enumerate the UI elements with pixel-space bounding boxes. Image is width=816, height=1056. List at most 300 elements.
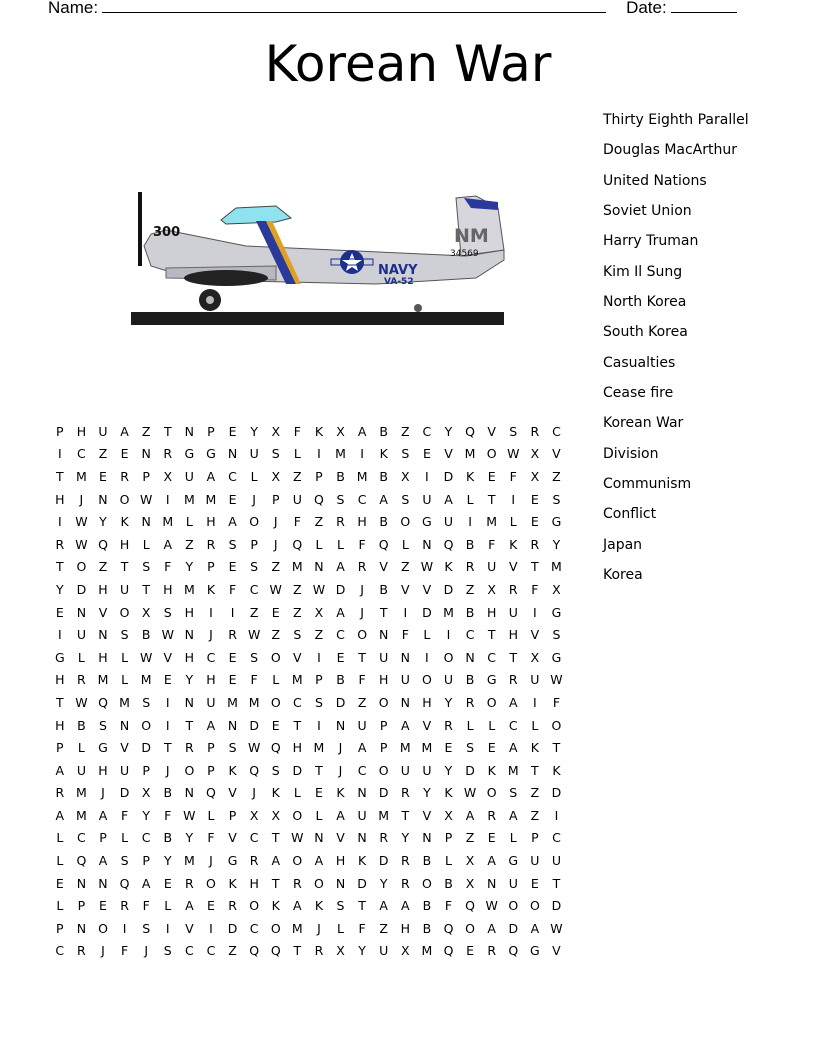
grid-letter[interactable]: V — [293, 649, 302, 665]
grid-letter[interactable]: X — [163, 468, 173, 484]
grid-letter[interactable]: S — [314, 694, 323, 710]
grid-letter[interactable]: N — [141, 446, 151, 462]
grid-letter[interactable]: Y — [444, 762, 453, 778]
grid-letter[interactable]: K — [509, 536, 518, 552]
grid-letter[interactable]: D — [422, 604, 432, 620]
grid-letter[interactable]: P — [207, 423, 215, 439]
grid-letter[interactable]: K — [465, 468, 475, 484]
grid-letter[interactable]: A — [336, 559, 345, 575]
grid-letter[interactable]: J — [252, 491, 256, 507]
grid-letter[interactable]: K — [552, 762, 561, 778]
grid-letter[interactable]: N — [314, 830, 324, 846]
grid-letter[interactable]: S — [509, 423, 518, 439]
grid-letter[interactable]: N — [400, 694, 410, 710]
grid-letter[interactable]: S — [509, 785, 518, 801]
grid-letter[interactable]: A — [141, 875, 151, 891]
grid-letter[interactable]: S — [466, 740, 475, 756]
grid-letter[interactable]: Q — [119, 875, 130, 891]
grid-letter[interactable]: C — [508, 717, 518, 733]
grid-letter[interactable]: U — [530, 672, 540, 688]
grid-letter[interactable]: R — [508, 581, 518, 597]
grid-letter[interactable]: M — [75, 468, 87, 484]
grid-letter[interactable]: I — [57, 446, 62, 462]
grid-letter[interactable]: B — [77, 717, 86, 733]
grid-letter[interactable]: O — [119, 604, 130, 620]
grid-letter[interactable]: L — [121, 830, 129, 846]
grid-letter[interactable]: N — [335, 875, 346, 891]
grid-letter[interactable]: J — [360, 581, 364, 597]
grid-letter[interactable]: S — [271, 446, 280, 462]
grid-letter[interactable]: X — [336, 943, 345, 959]
grid-letter[interactable]: A — [206, 468, 216, 484]
grid-letter[interactable]: S — [142, 920, 151, 936]
grid-letter[interactable]: R — [206, 536, 216, 552]
grid-letter[interactable]: K — [358, 853, 367, 869]
grid-letter[interactable]: Y — [99, 514, 107, 530]
grid-letter[interactable]: J — [101, 785, 105, 801]
grid-letter[interactable]: K — [206, 581, 216, 597]
grid-letter[interactable]: U — [400, 672, 410, 688]
grid-letter[interactable]: H — [98, 762, 108, 778]
grid-letter[interactable]: T — [487, 491, 496, 507]
grid-letter[interactable]: J — [338, 740, 343, 756]
grid-letter[interactable]: N — [227, 446, 238, 462]
grid-letter[interactable]: X — [552, 581, 561, 597]
grid-letter[interactable]: U — [422, 491, 432, 507]
grid-letter[interactable]: H — [55, 717, 65, 733]
grid-letter[interactable]: R — [400, 785, 410, 801]
grid-letter[interactable]: L — [466, 717, 474, 733]
grid-letter[interactable]: O — [249, 514, 260, 530]
grid-letter[interactable]: I — [209, 604, 213, 620]
grid-letter[interactable]: P — [379, 740, 388, 756]
grid-letter[interactable]: Q — [249, 943, 260, 959]
grid-letter[interactable]: C — [184, 943, 194, 959]
grid-letter[interactable]: Y — [185, 559, 194, 575]
grid-letter[interactable]: E — [228, 491, 237, 507]
grid-letter[interactable]: B — [465, 604, 475, 620]
grid-letter[interactable]: H — [184, 649, 195, 665]
grid-letter[interactable]: U — [400, 762, 410, 778]
grid-letter[interactable]: O — [443, 649, 454, 665]
grid-letter[interactable]: L — [509, 830, 517, 846]
grid-letter[interactable]: D — [335, 581, 346, 597]
grid-letter[interactable]: U — [292, 491, 302, 507]
grid-letter[interactable]: W — [183, 807, 196, 823]
grid-letter[interactable]: V — [422, 717, 432, 733]
grid-letter[interactable]: L — [315, 536, 323, 552]
grid-letter[interactable]: T — [401, 807, 410, 823]
grid-letter[interactable]: E — [99, 898, 107, 914]
grid-letter[interactable]: W — [139, 491, 153, 507]
grid-letter[interactable]: E — [228, 649, 237, 665]
grid-letter[interactable]: K — [314, 898, 324, 914]
grid-letter[interactable]: L — [272, 672, 280, 688]
grid-letter[interactable]: C — [77, 830, 86, 846]
grid-letter[interactable]: O — [465, 920, 475, 936]
grid-letter[interactable]: H — [249, 875, 259, 891]
grid-letter[interactable]: O — [98, 920, 108, 936]
grid-letter[interactable]: R — [185, 740, 194, 756]
grid-letter[interactable]: Q — [292, 536, 303, 552]
grid-letter[interactable]: R — [508, 672, 518, 688]
grid-letter[interactable]: B — [379, 514, 388, 530]
grid-letter[interactable]: N — [141, 514, 151, 530]
grid-letter[interactable]: T — [552, 740, 561, 756]
grid-letter[interactable]: B — [444, 875, 453, 891]
grid-letter[interactable]: R — [55, 536, 65, 552]
grid-letter[interactable]: S — [228, 740, 237, 756]
grid-letter[interactable]: R — [77, 943, 86, 959]
grid-letter[interactable]: C — [292, 694, 302, 710]
grid-letter[interactable]: T — [293, 943, 302, 959]
grid-letter[interactable]: K — [444, 785, 453, 801]
grid-letter[interactable]: I — [57, 514, 62, 530]
grid-letter[interactable]: L — [77, 649, 85, 665]
grid-letter[interactable]: B — [422, 920, 432, 936]
grid-letter[interactable]: E — [228, 559, 237, 575]
grid-letter[interactable]: J — [273, 514, 278, 530]
grid-letter[interactable]: Q — [465, 423, 475, 439]
grid-letter[interactable]: M — [75, 785, 87, 801]
grid-letter[interactable]: H — [486, 604, 497, 620]
grid-letter[interactable]: E — [530, 875, 539, 891]
grid-letter[interactable]: R — [487, 807, 497, 823]
grid-letter[interactable]: I — [511, 491, 516, 507]
grid-letter[interactable]: P — [56, 423, 64, 439]
grid-letter[interactable]: Z — [98, 446, 108, 462]
grid-letter[interactable]: U — [379, 943, 389, 959]
grid-letter[interactable]: W — [75, 514, 88, 530]
grid-letter[interactable]: R — [228, 898, 237, 914]
grid-letter[interactable]: M — [291, 920, 303, 936]
grid-letter[interactable]: X — [271, 468, 281, 484]
grid-letter[interactable]: S — [228, 536, 237, 552]
grid-letter[interactable]: F — [531, 581, 539, 597]
grid-letter[interactable]: E — [228, 423, 237, 439]
grid-letter[interactable]: C — [77, 446, 86, 462]
grid-letter[interactable]: M — [421, 740, 433, 756]
grid-letter[interactable]: Q — [206, 785, 216, 801]
grid-letter[interactable]: A — [98, 807, 108, 823]
grid-letter[interactable]: H — [55, 672, 65, 688]
grid-letter[interactable]: Q — [270, 943, 281, 959]
grid-letter[interactable]: U — [530, 853, 540, 869]
grid-letter[interactable]: M — [227, 694, 238, 710]
grid-letter[interactable]: M — [378, 807, 390, 823]
grid-letter[interactable]: Z — [379, 920, 388, 936]
grid-letter[interactable]: Q — [314, 491, 324, 507]
grid-letter[interactable]: M — [421, 943, 433, 959]
grid-letter[interactable]: Z — [293, 581, 302, 597]
grid-letter[interactable]: R — [530, 536, 540, 552]
grid-letter[interactable]: U — [357, 717, 367, 733]
grid-letter[interactable]: Z — [271, 627, 281, 643]
grid-letter[interactable]: A — [379, 898, 388, 914]
grid-letter[interactable]: O — [357, 627, 368, 643]
grid-letter[interactable]: R — [120, 468, 129, 484]
grid-letter[interactable]: G — [206, 446, 216, 462]
grid-letter[interactable]: L — [250, 468, 258, 484]
grid-letter[interactable]: Z — [98, 559, 108, 575]
grid-letter[interactable]: F — [164, 807, 172, 823]
grid-letter[interactable]: N — [98, 627, 108, 643]
grid-letter[interactable]: E — [444, 740, 453, 756]
grid-letter[interactable]: L — [509, 514, 517, 530]
grid-letter[interactable]: G — [551, 649, 562, 665]
grid-letter[interactable]: S — [163, 943, 172, 959]
grid-letter[interactable]: F — [142, 898, 150, 914]
grid-letter[interactable]: A — [530, 920, 540, 936]
grid-letter[interactable]: X — [444, 807, 453, 823]
grid-letter[interactable]: D — [141, 740, 151, 756]
grid-letter[interactable]: U — [206, 694, 216, 710]
grid-letter[interactable]: B — [465, 536, 475, 552]
grid-letter[interactable]: R — [185, 875, 194, 891]
grid-letter[interactable]: P — [228, 807, 237, 823]
grid-letter[interactable]: W — [161, 627, 174, 643]
grid-letter[interactable]: V — [228, 785, 237, 801]
grid-letter[interactable]: E — [487, 740, 496, 756]
grid-letter[interactable]: B — [379, 423, 388, 439]
grid-letter[interactable]: X — [271, 423, 281, 439]
grid-letter[interactable]: M — [183, 853, 195, 869]
grid-letter[interactable]: O — [141, 717, 152, 733]
grid-letter[interactable]: W — [291, 830, 304, 846]
grid-letter[interactable]: X — [530, 649, 540, 665]
grid-letter[interactable]: Q — [98, 694, 108, 710]
grid-letter[interactable]: F — [120, 943, 129, 959]
grid-letter[interactable]: M — [464, 446, 476, 462]
grid-letter[interactable]: E — [207, 898, 215, 914]
grid-letter[interactable]: I — [165, 694, 170, 710]
grid-letter[interactable]: H — [357, 514, 367, 530]
grid-letter[interactable]: Z — [401, 423, 410, 439]
grid-letter[interactable]: P — [531, 830, 539, 846]
grid-letter[interactable]: J — [209, 627, 213, 643]
grid-letter[interactable]: B — [465, 672, 475, 688]
grid-letter[interactable]: M — [335, 446, 346, 462]
grid-letter[interactable]: W — [247, 627, 261, 643]
grid-letter[interactable]: Y — [185, 672, 194, 688]
grid-letter[interactable]: P — [271, 491, 280, 507]
grid-letter[interactable]: Z — [185, 536, 194, 552]
grid-letter[interactable]: N — [98, 491, 108, 507]
grid-letter[interactable]: G — [508, 853, 519, 869]
grid-letter[interactable]: V — [228, 830, 237, 846]
grid-letter[interactable]: U — [120, 581, 130, 597]
grid-letter[interactable]: K — [336, 785, 345, 801]
grid-letter[interactable]: W — [269, 581, 282, 597]
grid-letter[interactable]: S — [250, 649, 259, 665]
grid-letter[interactable]: D — [551, 785, 562, 801]
grid-letter[interactable]: O — [270, 920, 281, 936]
grid-letter[interactable]: N — [400, 649, 410, 665]
grid-letter[interactable]: H — [163, 581, 173, 597]
grid-letter[interactable]: K — [120, 514, 129, 530]
grid-letter[interactable]: C — [336, 627, 345, 643]
grid-letter[interactable]: P — [315, 468, 323, 484]
grid-letter[interactable]: U — [508, 875, 518, 891]
grid-letter[interactable]: T — [358, 898, 366, 914]
grid-letter[interactable]: R — [336, 514, 345, 530]
grid-letter[interactable]: F — [293, 423, 301, 439]
grid-letter[interactable]: L — [337, 920, 344, 936]
grid-letter[interactable]: M — [291, 559, 303, 575]
grid-letter[interactable]: X — [465, 875, 475, 891]
grid-letter[interactable]: Y — [142, 807, 150, 823]
grid-letter[interactable]: M — [356, 468, 368, 484]
grid-letter[interactable]: C — [552, 830, 561, 846]
grid-letter[interactable]: L — [121, 672, 129, 688]
grid-letter[interactable]: R — [465, 694, 475, 710]
grid-letter[interactable]: E — [99, 468, 107, 484]
grid-letter[interactable]: Z — [293, 468, 302, 484]
grid-letter[interactable]: S — [552, 627, 561, 643]
grid-letter[interactable]: L — [423, 627, 431, 643]
grid-letter[interactable]: E — [120, 446, 129, 462]
grid-letter[interactable]: C — [55, 943, 65, 959]
grid-letter[interactable]: H — [98, 649, 108, 665]
grid-letter[interactable]: F — [293, 514, 301, 530]
grid-letter[interactable]: O — [314, 875, 324, 891]
grid-letter[interactable]: F — [120, 807, 129, 823]
grid-letter[interactable]: O — [76, 559, 87, 575]
grid-letter[interactable]: H — [379, 672, 389, 688]
grid-letter[interactable]: T — [379, 604, 388, 620]
grid-letter[interactable]: P — [142, 762, 150, 778]
grid-letter[interactable]: R — [487, 943, 497, 959]
grid-letter[interactable]: E — [271, 604, 280, 620]
grid-letter[interactable]: L — [185, 514, 193, 530]
grid-letter[interactable]: C — [228, 468, 237, 484]
grid-letter[interactable]: L — [142, 536, 150, 552]
grid-letter[interactable]: X — [314, 604, 324, 620]
grid-letter[interactable]: A — [336, 604, 345, 620]
grid-letter[interactable]: Q — [98, 536, 108, 552]
grid-letter[interactable]: X — [487, 581, 496, 597]
grid-letter[interactable]: J — [317, 920, 321, 936]
grid-letter[interactable]: P — [56, 920, 64, 936]
grid-letter[interactable]: S — [401, 491, 410, 507]
grid-letter[interactable]: Z — [228, 943, 237, 959]
grid-letter[interactable]: S — [99, 717, 107, 733]
grid-letter[interactable]: L — [466, 491, 474, 507]
grid-letter[interactable]: D — [292, 762, 303, 778]
grid-letter[interactable]: L — [445, 853, 452, 869]
grid-letter[interactable]: G — [422, 514, 432, 530]
grid-letter[interactable]: N — [422, 536, 432, 552]
grid-letter[interactable]: C — [422, 423, 432, 439]
grid-letter[interactable]: D — [335, 694, 346, 710]
grid-letter[interactable]: C — [249, 920, 259, 936]
grid-letter[interactable]: O — [249, 898, 260, 914]
grid-letter[interactable]: H — [508, 627, 518, 643]
grid-letter[interactable]: L — [488, 717, 496, 733]
grid-letter[interactable]: M — [399, 740, 411, 756]
grid-letter[interactable]: L — [164, 898, 172, 914]
grid-letter[interactable]: T — [358, 649, 366, 665]
grid-letter[interactable]: S — [250, 559, 259, 575]
grid-letter[interactable]: M — [291, 672, 303, 688]
grid-letter[interactable]: Y — [185, 830, 194, 846]
grid-letter[interactable]: G — [227, 853, 238, 869]
grid-letter[interactable]: P — [142, 853, 150, 869]
grid-letter[interactable]: E — [422, 446, 431, 462]
grid-letter[interactable]: B — [379, 581, 388, 597]
grid-letter[interactable]: T — [185, 717, 194, 733]
grid-letter[interactable]: T — [55, 468, 64, 484]
grid-letter[interactable]: A — [487, 920, 496, 936]
grid-letter[interactable]: K — [487, 762, 496, 778]
grid-letter[interactable]: T — [487, 627, 496, 643]
grid-letter[interactable]: N — [357, 830, 367, 846]
grid-letter[interactable]: N — [486, 875, 497, 891]
grid-letter[interactable]: L — [56, 898, 64, 914]
grid-letter[interactable]: J — [79, 491, 84, 507]
grid-letter[interactable]: O — [184, 762, 195, 778]
grid-letter[interactable]: F — [358, 920, 366, 936]
grid-letter[interactable]: L — [293, 785, 301, 801]
grid-letter[interactable]: M — [183, 491, 195, 507]
grid-letter[interactable]: X — [530, 468, 540, 484]
grid-letter[interactable]: J — [101, 943, 105, 959]
grid-letter[interactable]: I — [57, 627, 62, 643]
grid-letter[interactable]: S — [552, 491, 561, 507]
grid-letter[interactable]: D — [119, 785, 130, 801]
grid-letter[interactable]: V — [336, 830, 345, 846]
grid-letter[interactable]: C — [357, 491, 367, 507]
grid-letter[interactable]: Q — [76, 853, 87, 869]
grid-letter[interactable]: J — [165, 762, 170, 778]
grid-letter[interactable]: Z — [465, 830, 475, 846]
grid-letter[interactable]: X — [141, 604, 151, 620]
grid-letter[interactable]: K — [444, 559, 453, 575]
grid-letter[interactable]: F — [228, 581, 237, 597]
grid-letter[interactable]: Z — [401, 559, 410, 575]
grid-letter[interactable]: Z — [271, 559, 281, 575]
grid-letter[interactable]: U — [249, 446, 259, 462]
grid-letter[interactable]: O — [119, 491, 130, 507]
grid-letter[interactable]: P — [99, 830, 107, 846]
grid-letter[interactable]: A — [508, 740, 518, 756]
name-input-line[interactable] — [102, 0, 606, 13]
grid-letter[interactable]: H — [119, 536, 130, 552]
grid-letter[interactable]: Z — [314, 514, 324, 530]
grid-letter[interactable]: M — [205, 491, 217, 507]
grid-letter[interactable]: O — [292, 853, 303, 869]
grid-letter[interactable]: W — [75, 536, 88, 552]
grid-letter[interactable]: J — [209, 853, 213, 869]
grid-letter[interactable]: M — [75, 807, 87, 823]
grid-letter[interactable]: K — [530, 740, 539, 756]
grid-letter[interactable]: U — [487, 559, 497, 575]
grid-letter[interactable]: I — [230, 604, 235, 620]
grid-letter[interactable]: A — [55, 762, 65, 778]
grid-letter[interactable]: Z — [552, 468, 561, 484]
grid-letter[interactable]: M — [486, 514, 498, 530]
grid-letter[interactable]: O — [508, 898, 519, 914]
grid-letter[interactable]: N — [184, 627, 195, 643]
grid-letter[interactable]: V — [379, 559, 388, 575]
grid-letter[interactable]: C — [357, 762, 367, 778]
grid-letter[interactable]: B — [336, 468, 345, 484]
grid-letter[interactable]: Q — [443, 943, 454, 959]
grid-letter[interactable]: O — [270, 649, 281, 665]
grid-letter[interactable]: U — [184, 468, 194, 484]
grid-letter[interactable]: U — [120, 762, 130, 778]
grid-letter[interactable]: V — [120, 740, 129, 756]
